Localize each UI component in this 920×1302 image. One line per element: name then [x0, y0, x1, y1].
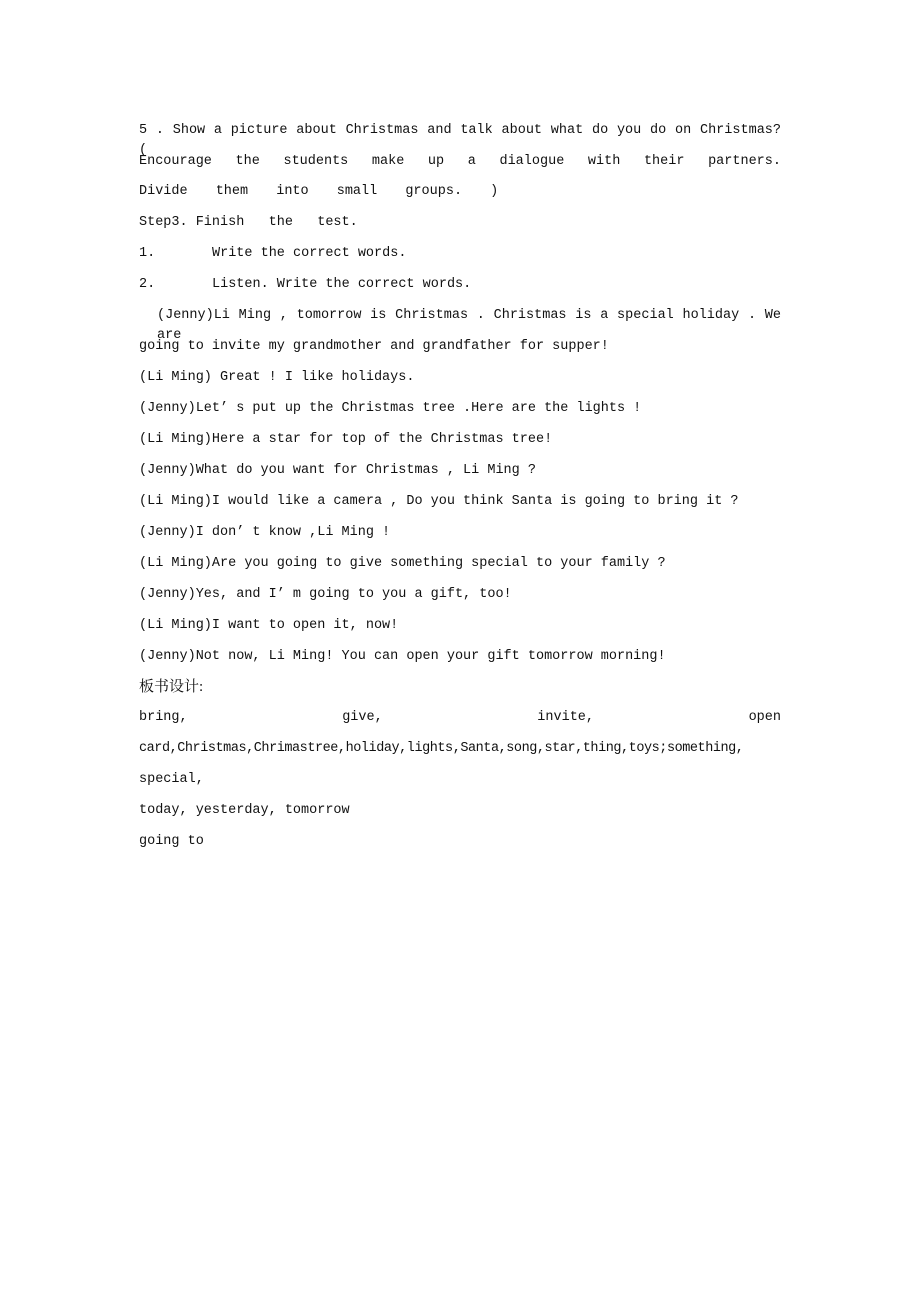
step3-item-1 — [139, 244, 781, 264]
intro-line-2: Encourage the students make up a dialogue with their partners. — [139, 154, 781, 169]
intro-line-1: 5 . Show a picture about Christmas and talk about what do you do on Christmas? ( — [139, 123, 781, 158]
dialogue-line: (Jenny)Yes, and I’ m going to you a gift, too! — [139, 587, 512, 602]
board-line-4: today, yesterday, tomorrow — [139, 803, 350, 818]
dialogue-line: (Jenny)What do you want for Christmas , Li Ming ? — [139, 463, 536, 478]
step3-title: Step3. Finish the test. — [139, 215, 358, 230]
board-line-1: bring, give, invite, open — [139, 710, 781, 725]
dialogue-line: (Li Ming)Here a star for top of the Christmas tree! — [139, 432, 553, 447]
board-line-3: special, — [139, 772, 204, 787]
step3-item-2 — [139, 275, 781, 295]
dialogue-line: (Jenny)Let’ s put up the Christmas tree .Here are the lights ! — [139, 401, 642, 416]
dialogue-line: (Li Ming)I want to open it, now! — [139, 618, 399, 633]
dialogue-line-1: (Jenny)Li Ming , tomorrow is Christmas . Christmas is a special holiday . We are — [157, 308, 781, 343]
item-number: 1. — [139, 246, 156, 261]
item-text: Listen. Write the correct words. — [212, 277, 472, 292]
board-line-5: going to — [139, 834, 204, 849]
dialogue-line: (Li Ming) Great ! I like holidays. — [139, 370, 415, 385]
dialogue-line: (Jenny)Not now, Li Ming! You can open your gift tomorrow morning! — [139, 649, 666, 664]
board-line-2: card,Christmas,Chrimastree,holiday,lights,Santa,song,star,thing,toys;something, — [139, 741, 744, 756]
dialogue-line: (Li Ming)Are you going to give something special to your family ? — [139, 556, 666, 571]
board-design-title: 板书设计: — [139, 679, 204, 695]
item-number: 2. — [139, 277, 156, 292]
dialogue-line: (Li Ming)I would like a camera , Do you think Santa is going to bring it ? — [139, 494, 739, 509]
dialogue-line-2: going to invite my grandmother and grandfather for supper! — [139, 339, 609, 354]
dialogue-line: (Jenny)I don’ t know ,Li Ming ! — [139, 525, 391, 540]
item-text: Write the correct words. — [212, 246, 407, 261]
intro-line-3: Divide them into small groups. ) — [139, 184, 499, 199]
